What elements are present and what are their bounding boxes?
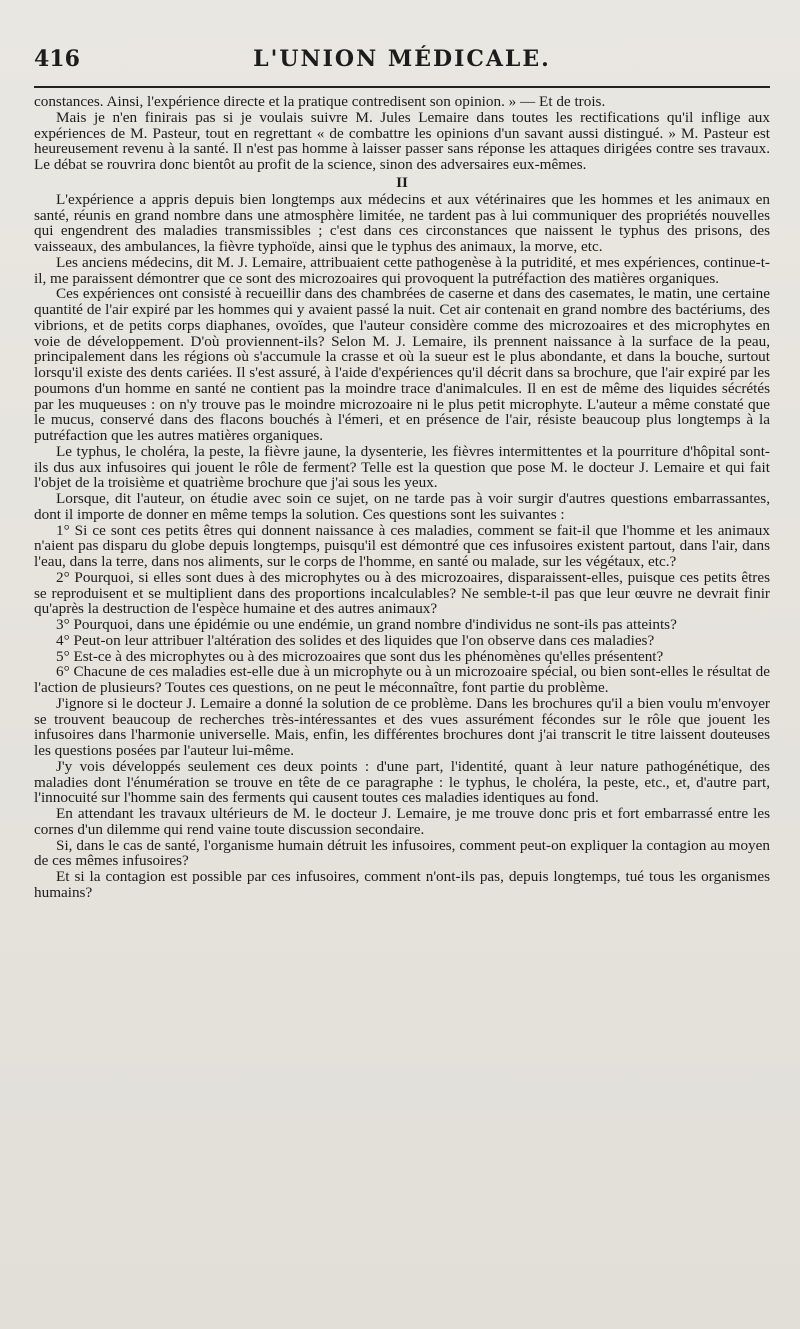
page-header	[34, 46, 770, 88]
paragraph: L'expérience a appris depuis bien longtemps aux médecins et aux vétérinaires que les hommes et les animaux en santé, réunis en grand nombre dans une atmosphère limitée, ne tardent pas à lui communiquer des propriétés nouvelles qui engendrent des maladies transmissibles ; c'est dans ces circonstances que naissent le typhus des prisons, des vaisseaux, des ambulances, la fièvre typhoïde, ainsi que le typhus des animaux, la morve, etc.	[34, 190, 770, 255]
article-body	[34, 94, 770, 901]
numbered-question: 1° Si ce sont ces petits êtres qui donnent naissance à ces maladies, comment se fait-il que l'homme et les animaux n'aient pas disparu du globe depuis longtemps, puisqu'il est démontré que ces infusoires existent partout, dans l'air, dans l'eau, dans la terre, dans nos aliments, sur le corps de l'homme, en santé ou malade, sur les végétaux, etc.?	[34, 521, 770, 570]
paragraph: Lorsque, dit l'auteur, on étudie avec soin ce sujet, on ne tarde pas à voir surgir d'autres questions embarrassantes, dont il importe de donner en même temps la solution. Ces questions sont les suivantes :	[34, 490, 770, 523]
paragraph: Le typhus, le choléra, la peste, la fièvre jaune, la dysenterie, les fièvres intermittentes et la pourriture d'hôpital sont-ils dus aux infusoires qui jouent le rôle de ferment? Telle est la question que pose M. le docteur J. Lemaire et qui fait l'objet de la troisième et quatrième brochure que j'ai sous les yeux.	[34, 442, 770, 492]
paragraph: Et si la contagion est possible par ces infusoires, comment n'ont-ils pas, depuis longtemps, tué tous les organismes humains?	[34, 868, 770, 901]
running-title: L'UNION MÉDICALE.	[253, 46, 551, 72]
paragraph: Les anciens médecins, dit M. J. Lemaire, attribuaient cette pathogenèse à la putridité, et mes expériences, continue-t-il, me paraissent démontrer que ce sont des microzoaires qui provoquent la putréfaction des matières organiques.	[34, 253, 770, 287]
paragraph: Mais je n'en finirais pas si je voulais suivre M. Jules Lemaire dans toutes les rectifications qu'il inflige aux expériences de M. Pasteur, tout en regrettant « de combattre les opinions d'un savant aussi distingué. » M. Pasteur est heureusement revenu à la santé. Il n'est pas homme à laisser passer sans réponse les attaques dirigées contre ses travaux. Le débat se rouvrira donc bientôt au profit de la science, sinon des adversaires eux-mêmes.	[34, 108, 770, 173]
numbered-question: 5° Est-ce à des microphytes ou à des microzoaires que sont dus les phénomènes qu'elles présentent?	[56, 647, 664, 665]
page-number: 416	[34, 46, 80, 72]
paragraph: Ces expériences ont consisté à recueillir dans des chambrées de caserne et dans des casemates, le matin, une certaine quantité de l'air expiré par les hommes qui y avaient passé la nuit. Cet air contenait en grand nombre des bactériums, des vibrions, et de petits corps diaphanes, ovoïdes, que l'auteur considère comme des microzoaires et des microphytes en voie de développement. D'où proviennent-ils? Selon M. J. Lemaire, ils prennent naissance à la surface de la peau, principalement dans les régions où s'accumule la crasse et où la sueur est le plus abondante, et dans la bouche, surtout lorsqu'il existe des dents cariées. Il s'est assuré, à l'aide d'expériences qu'il décrit dans sa brochure, que l'air expiré par les poumons d'un homme en santé ne contient pas la moindre trace d'animalcules. Il en est de même des liquides sécrétés par les muqueuses : on n'y trouve pas le moindre microzoaire ni le plus petit microphyte. L'auteur a même constaté que le mucus, conservé dans des flacons bouchés à l'émeri, et en présence de l'air, résiste beaucoup plus longtemps à la putréfaction que les autres matières organiques.	[34, 285, 770, 444]
numbered-question: 3° Pourquoi, dans une épidémie ou une endémie, un grand nombre d'individus ne sont-ils pas atteints?	[56, 616, 677, 633]
numbered-question: 4° Peut-on leur attribuer l'altération des solides et des liquides que l'on observe dans ces maladies?	[56, 631, 655, 649]
numbered-question: 6° Chacune de ces maladies est-elle due à un microphyte ou à un microzoaire spécial, ou bien sont-elles le résultat de l'action de plusieurs? Toutes ces questions, on ne peut le méconnaître, font partie du problème.	[34, 663, 770, 696]
paragraph: Si, dans le cas de santé, l'organisme humain détruit les infusoires, comment peut-on expliquer la contagion au moyen de ces mêmes infusoires?	[34, 836, 770, 870]
numbered-question: 2° Pourquoi, si elles sont dues à des microphytes ou à des microzoaires, disparaissent-elles, puisque ces petits êtres se reproduisent et se multiplient dans des proportions incalculables? Ne semble-t-il pas que leur œuvre ne devrait finir qu'après la destruction de l'espèce humaine et des autres animaux?	[34, 568, 770, 618]
paragraph: En attendant les travaux ultérieurs de M. le docteur J. Lemaire, je me trouve donc pris et fort embarrassé entre les cornes d'un dilemme qui rend vaine toute discussion secondaire.	[34, 805, 770, 838]
paragraph: constances. Ainsi, l'expérience directe et la pratique contredisent son opinion. » — Et de trois.	[34, 93, 606, 110]
paragraph: J'ignore si le docteur J. Lemaire a donné la solution de ce problème. Dans les brochures qu'il a bien voulu m'envoyer se trouvent beaucoup de recherches très-intéressantes et des vues assurément fécondes sur le rôle que jouent les infusoires dans l'harmonie universelle. Mais, enfin, les différentes brochures dont j'ai transcrit le titre laissent douteuses les questions posées par l'auteur lui-même.	[34, 694, 770, 759]
section-heading: II	[396, 173, 408, 191]
paragraph: J'y vois développés seulement ces deux points : d'une part, l'identité, quant à leur nature pathogénétique, des maladies dont l'énumération se trouve en tête de ce paragraphe : le typhus, le choléra, la peste, etc., et, d'autre part, l'innocuité sur l'homme sain des ferments qui causent toutes ces maladies identiques au fond.	[34, 757, 770, 807]
